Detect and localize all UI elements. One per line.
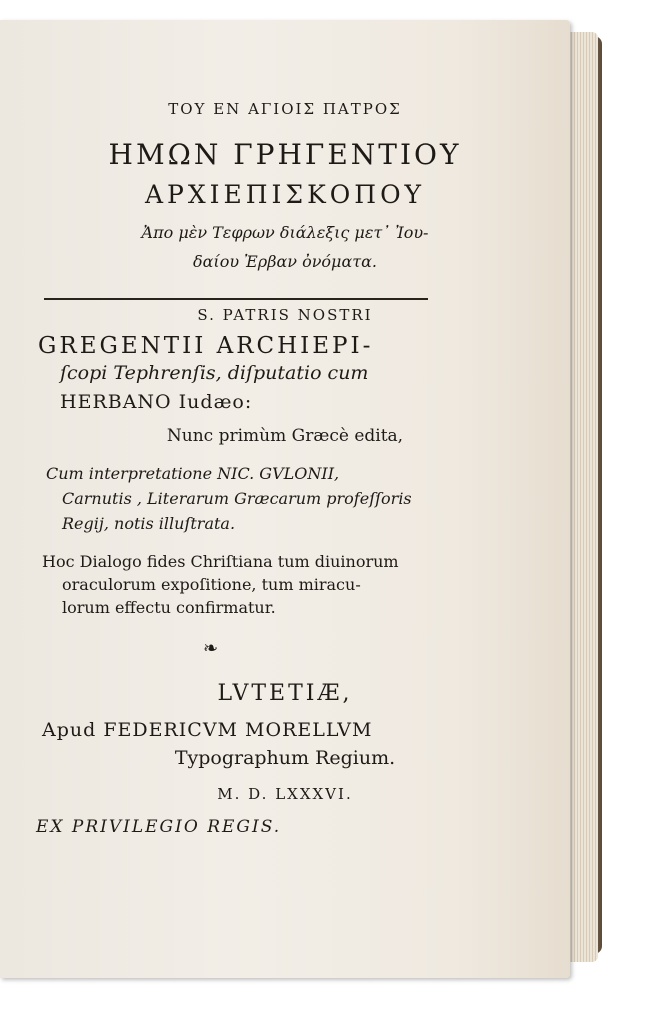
latin-edition-line: Nunc primùm Græcè edita, — [166, 426, 404, 446]
imprint-year: M. D. LXXXVI. — [217, 785, 353, 803]
translator-line-2: Carnutis , Literarum Græcarum profeſſoris — [62, 489, 412, 508]
description-line-2: oraculorum expoſitione, tum miracu- — [62, 575, 361, 594]
greek-heading-line-2: ΗΜΩΝ ΓΡΗΓΕΝΤΙΟΥ — [108, 138, 462, 171]
latin-heading-line-1: S. PATRIS NOSTRI — [197, 306, 373, 324]
greek-heading-line-1: ΤΟΥ ΕΝ ΑΓΙΟΙΣ ΠΑΤΡΟΣ — [168, 100, 402, 118]
description-line-3: lorum effectu confirmatur. — [62, 598, 276, 617]
printers-ornament-icon: ❧ — [203, 638, 219, 659]
description-line-1: Hoc Dialogo fides Chriſtiana tum diuinorum — [42, 552, 399, 571]
translator-line-1: Cum interpretatione NIC. GVLONII, — [46, 464, 340, 483]
greek-subtitle-line-1: Ἀπο μὲν Τεφρων διάλεξις μετ᾽ Ἰου- — [141, 223, 429, 242]
title-page — [0, 20, 570, 978]
greek-subtitle-line-2: δαίου Ἐρβαν ὀνόματα. — [192, 252, 377, 271]
imprint-privilege: EX PRIVILEGIO REGIS. — [36, 817, 282, 837]
latin-heading-line-2: GREGENTII ARCHIEPI- — [38, 333, 374, 359]
divider-rule — [44, 298, 428, 300]
greek-heading-line-3: ΑΡΧΙΕΠΙΣΚΟΠΟΥ — [144, 180, 426, 209]
translator-line-3: Regij, notis illuſtrata. — [62, 514, 236, 533]
latin-heading-line-3: ſcopi Tephrenſis, diſputatio cum — [60, 362, 369, 384]
imprint-place: LVTETIÆ, — [217, 681, 353, 706]
imprint-printer: Apud FEDERICVM MORELLVM — [42, 719, 373, 741]
latin-heading-line-4: HERBANO Iudæo: — [60, 391, 253, 413]
imprint-role: Typographum Regium. — [174, 747, 396, 769]
